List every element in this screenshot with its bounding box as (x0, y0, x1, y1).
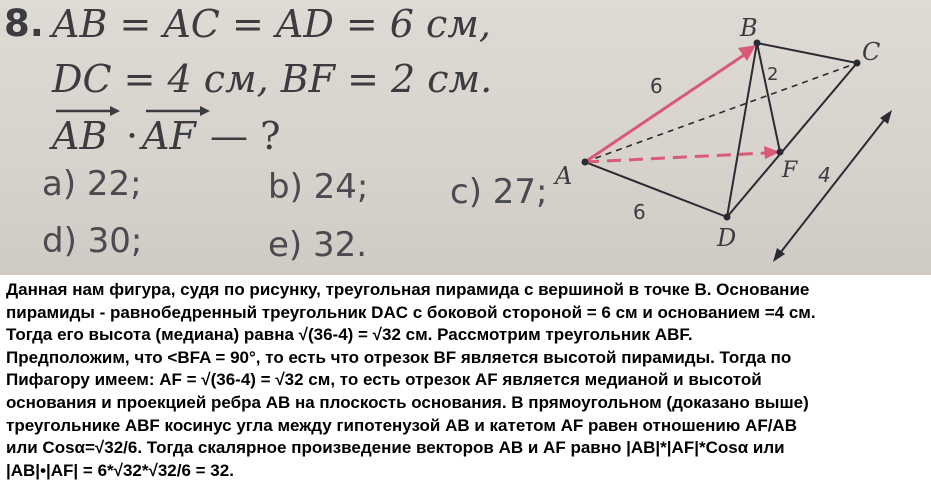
vector-af-line (585, 153, 766, 162)
length-ab: 6 (650, 74, 663, 98)
label-c: C (862, 38, 881, 66)
problem-number: 8. (4, 2, 44, 45)
edge-bd (727, 43, 757, 217)
option-a: a) 22; (42, 164, 142, 204)
length-ad: 6 (633, 200, 646, 224)
edge-ad (585, 162, 727, 217)
vertex-d (724, 214, 731, 221)
solution-line: треугольнике ABF косинус угла между гипотенузой АВ и катетом AF равен отношению AF/AB (6, 415, 797, 435)
given-line-1: AB = AC = AD = 6 см, (52, 2, 491, 46)
solution-text (6, 279, 926, 501)
length-dc: 4 (818, 163, 831, 187)
pyramid-diagram (540, 0, 931, 275)
label-d: D (717, 224, 737, 252)
solution-line: Пифагору имеем: AF = √(36-4) = √32 см, то есть отрезок AF является медианой и высотой (6, 370, 762, 390)
question-expression (52, 106, 292, 156)
vertex-c (854, 60, 861, 67)
dimension-line-dc (777, 115, 888, 257)
edge-bf (757, 43, 780, 152)
vector-ab-line (585, 53, 747, 162)
given-line-2: DC = 4 см, BF = 2 см. (52, 57, 493, 101)
solution-line: или Cosα=√32/6. Тогда скалярное произведение векторов АВ и AF равно |AB|*|AF|*Cosα или (6, 438, 785, 458)
edge-bc (757, 43, 857, 63)
vertex-f (777, 149, 784, 156)
solution-line: Тогда его высота (медиана) равна √(36-4) = √32 см. Рассмотрим треугольник ABF. (6, 325, 693, 345)
question-tail: — ? (210, 114, 281, 158)
vector-af-label: AF (142, 114, 196, 158)
option-e: e) 32. (268, 225, 368, 265)
label-f: F (782, 158, 798, 183)
option-d: d) 30; (42, 221, 143, 261)
dot-operator: · (126, 114, 139, 158)
option-c: c) 27; (450, 172, 548, 212)
option-b: b) 24; (268, 167, 369, 207)
label-b: B (740, 14, 758, 42)
vertex-a (582, 159, 589, 166)
length-bf: 2 (767, 64, 779, 85)
solution-line: Предположим, что <BFA = 90°, то есть что отрезок BF является высотой пирамиды. Тогда по (6, 347, 792, 367)
solution-line: |AB|•|AF| = 6*√32*√32/6 = 32. (6, 460, 234, 480)
solution-line: пирамиды - равнобедренный треугольник DAC с боковой стороной = 6 см и основанием =4 см. (6, 302, 816, 322)
label-a: A (555, 162, 573, 190)
vector-ab-label: AB (52, 114, 108, 158)
solution-line: основания и проекцией ребра АВ на плоскость основания. В прямоугольном (доказано выше) (6, 392, 809, 412)
solution-line: Данная нам фигура, судя по рисунку, треугольная пирамида с вершиной в точке В. Основание (6, 280, 810, 299)
